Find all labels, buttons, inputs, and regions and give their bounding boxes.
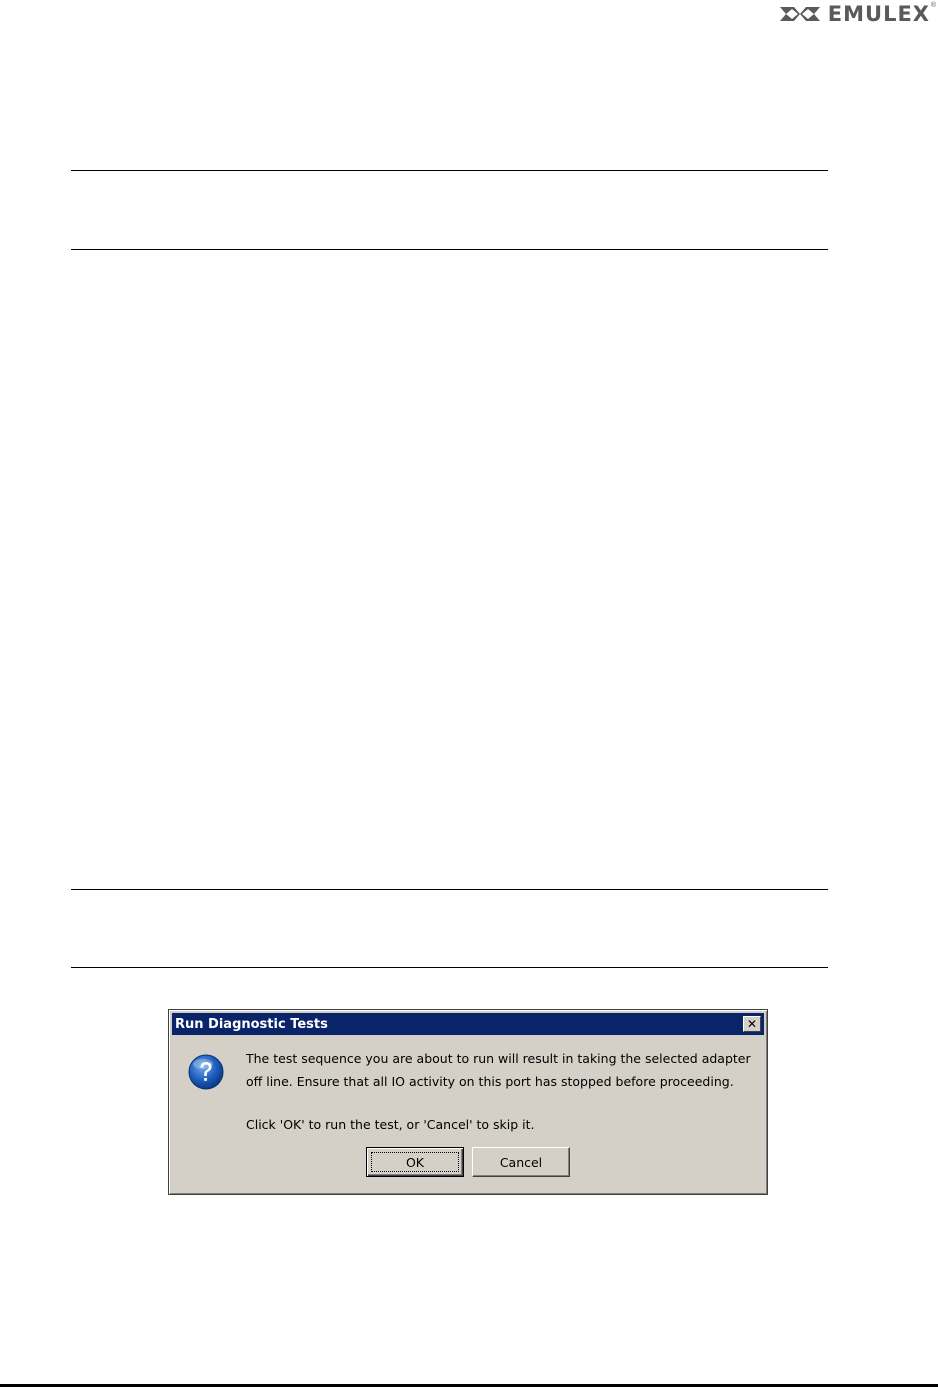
dialog-message-line: off line. Ensure that all IO activity on this port has stopped before proceeding. <box>246 1074 734 1089</box>
divider-rule <box>71 249 828 250</box>
logo-text: EMULEX <box>827 2 930 26</box>
dialog-titlebar[interactable] <box>172 1013 764 1035</box>
close-button[interactable] <box>743 1016 761 1032</box>
ok-button-label: OK <box>405 1154 425 1170</box>
ok-button[interactable] <box>366 1147 464 1177</box>
run-diagnostic-tests-dialog <box>168 1009 768 1195</box>
question-icon <box>187 1053 225 1091</box>
cancel-button-label: Cancel <box>499 1154 543 1170</box>
dialog-message-line: The test sequence you are about to run will result in taking the selected adapter <box>246 1051 751 1066</box>
dialog-message-line: Click 'OK' to run the test, or 'Cancel' to skip it. <box>246 1117 535 1132</box>
divider-rule <box>71 889 828 890</box>
divider-rule <box>71 967 828 968</box>
dialog-title: Run Diagnostic Tests <box>175 1016 328 1032</box>
close-icon: ✕ <box>746 1017 758 1031</box>
cancel-button[interactable] <box>472 1147 570 1177</box>
emulex-logo <box>778 2 936 26</box>
divider-rule <box>71 170 828 171</box>
emulex-logo-mark-icon <box>778 3 822 25</box>
focus-ring <box>371 1152 459 1172</box>
logo-registered-mark: ® <box>930 2 936 9</box>
